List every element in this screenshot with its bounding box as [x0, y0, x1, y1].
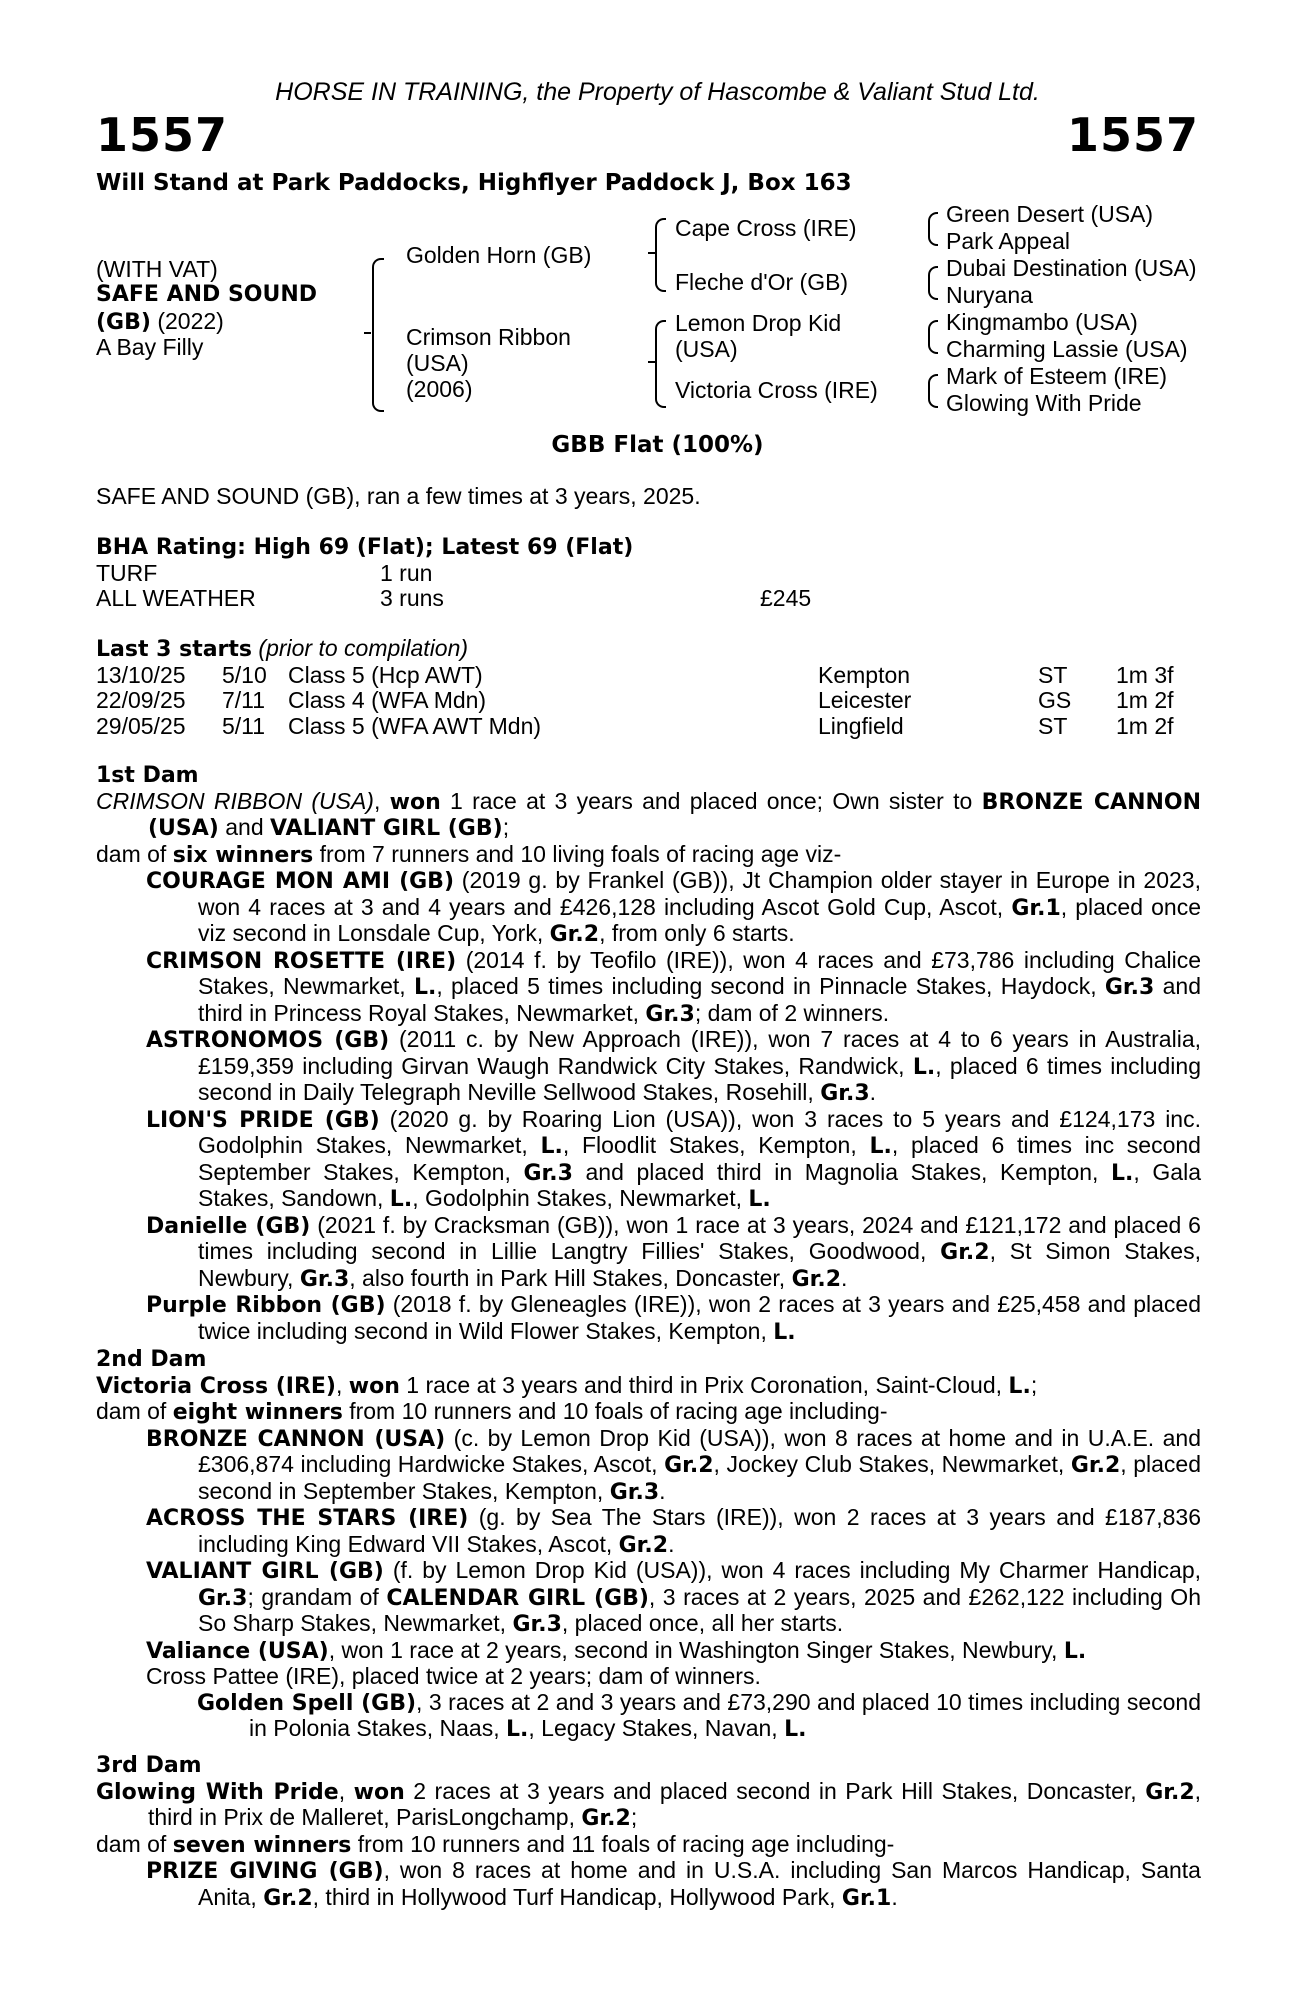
progeny-entry: Danielle (GB) (2021 f. by Cracksman (GB)), won 1 race at 3 years, 2024 and £121,172 and placed 6 times including second in Lillie Langtry Fillies' Stakes, Goodwood, Gr.2, St Simon Stakes, Newbury, Gr.3, also fourth in Park Hill Stakes, Doncaster, Gr.2.	[146, 1211, 1201, 1292]
progeny-entry: ASTRONOMOS (GB) (2011 c. by New Approach (IRE)), won 7 races at 4 to 6 years in Australia, £159,359 including Girvan Waugh Randwick City Stakes, Randwick, L., placed 6 times including second in Daily Telegraph Neville Sellwood Stakes, Rosehill, Gr.3.	[146, 1026, 1202, 1106]
aw-prize: £245	[760, 585, 812, 611]
pedigree-sss: Green Desert (USA)	[946, 201, 1154, 227]
first-dam-section	[96, 762, 1201, 1345]
pedigree-brace-main-tip	[364, 332, 371, 334]
progeny-entry: Purple Ribbon (GB) (2018 f. by Gleneagles (IRE)), won 2 races at 3 years and £25,458 and placed twice including second in Wild Flower Stakes, Kempton, L.	[146, 1291, 1201, 1345]
pedigree-dsd: Charming Lassie (USA)	[946, 336, 1188, 362]
progeny-entry: LION'S PRIDE (GB) (2020 g. by Roaring Lion (USA)), won 3 races to 5 years and £124,173 inc. Godolphin Stakes, Newmarket, L., Floodlit Stakes, Kempton, L., placed 6 times inc second September Stakes, Kempton, Gr.3 and placed third in Magnolia Stakes, Kempton, L., Gala Stakes, Sandown, L., Godolphin Stakes, Newmarket, L.	[146, 1105, 1201, 1212]
pedigree-sire-sire: Cape Cross (IRE)	[675, 215, 857, 241]
third-dam-produce-summary: dam of seven winners from 10 runners and 11 foals of racing age including-	[96, 1830, 895, 1858]
rating-block	[96, 534, 1201, 612]
vat-note: (WITH VAT)	[96, 256, 218, 282]
progeny-entry: ACROSS THE STARS (IRE) (g. by Sea The Stars (IRE)), won 2 races at 3 years and £187,836 including King Edward VII Stakes, Ascot, Gr.2.	[146, 1504, 1201, 1558]
last-starts-note: (prior to compilation)	[258, 635, 469, 661]
third-dam-section	[96, 1752, 1201, 1911]
pedigree-dam-line3: (2006)	[406, 376, 473, 402]
grand-progeny-entry: Golden Spell (GB), 3 races at 2 and 3 years and £73,290 and placed 10 times including second in Polonia Stakes, Naas, L., Legacy Stakes, Navan, L.	[197, 1688, 1201, 1742]
horse-origin-line	[96, 308, 224, 336]
pedigree-brace-sire-tip	[648, 252, 655, 254]
pedigree-brace-sd	[928, 266, 938, 300]
aw-runs: 3 runs	[380, 585, 444, 611]
pedigree-ddd: Glowing With Pride	[946, 390, 1142, 416]
second-dam-produce-summary: dam of eight winners from 10 runners and 10 foals of racing age including-	[96, 1398, 888, 1425]
horse-name-text: SAFE AND SOUND	[96, 282, 318, 307]
first-dam-produce-summary: dam of six winners from 7 runners and 10 living foals of racing age viz-	[96, 840, 842, 868]
pedigree-dam-line1: Crimson Ribbon	[406, 324, 571, 350]
progeny-entry: BRONZE CANNON (USA) (c. by Lemon Drop Kid (USA)), won 8 races at home and in U.A.E. and £306,874 including Hardwicke Stakes, Ascot, Gr.2, Jockey Club Stakes, Newmarket, Gr.2, placed second in September Stakes, Kempton, Gr.3.	[146, 1424, 1202, 1505]
pedigree-sire: Golden Horn (GB)	[406, 242, 592, 268]
lot-number-left: 1557	[96, 108, 229, 162]
start-row: 29/05/25 5/11 Class 5 (WFA AWT Mdn) Lingfield ST 1m 2f	[96, 712, 1174, 739]
progeny-entry: CRIMSON ROSETTE (IRE) (2014 f. by Teofilo (IRE)), won 4 races and £73,786 including Chalice Stakes, Newmarket, L., placed 5 times including second in Pinnacle Stakes, Haydock, Gr.3 and third in Princess Royal Stakes, Newmarket, Gr.3; dam of 2 winners.	[146, 946, 1201, 1027]
pedigree-dam-sire-line1: Lemon Drop Kid	[675, 310, 842, 336]
third-dam-intro: Glowing With Pride, won 2 races at 3 years and placed second in Park Hill Stakes, Doncaster, Gr.2, third in Prix de Malleret, ParisLongchamp, Gr.2;	[96, 1777, 1202, 1831]
first-dam-heading: 1st Dam	[96, 763, 199, 788]
pedigree-brace-ss	[928, 212, 938, 246]
second-dam-intro: Victoria Cross (IRE), won 1 race at 3 years and third in Prix Coronation, Saint-Cloud, L.;	[96, 1371, 1038, 1399]
pedigree-brace-sire	[655, 218, 666, 292]
progeny-entry: PRIZE GIVING (GB), won 8 races at home and in U.S.A. including San Marcos Handicap, Santa Anita, Gr.2, third in Hollywood Turf Handicap, Hollywood Park, Gr.1.	[146, 1857, 1201, 1911]
rating-turf-row	[96, 561, 1201, 587]
progeny-entry: COURAGE MON AMI (GB) (2019 g. by Frankel (GB)), Jt Champion older stayer in Europe in 2023, won 4 races at 3 and 4 years and £426,128 including Ascot Gold Cup, Ascot, Gr.1, placed once viz second in Lonsdale Cup, York, Gr.2, from only 6 starts.	[146, 867, 1201, 947]
progeny-entry: VALIANT GIRL (GB) (f. by Lemon Drop Kid (USA)), won 4 races including My Charmer Handicap, Gr.3; grandam of CALENDAR GIRL (GB), 3 races at 2 years, 2025 and £262,122 including Oh So Sharp Stakes, Newmarket, Gr.3, placed once, all her starts.	[146, 1557, 1201, 1637]
rating-aw-row	[96, 586, 1201, 612]
lot-number-right: 1557	[1066, 108, 1199, 162]
last-starts-block	[96, 636, 1201, 739]
pedigree-dam-sire-line2: (USA)	[675, 336, 738, 362]
racing-summary: SAFE AND SOUND (GB), ran a few times at 3 years, 2025.	[96, 483, 701, 509]
pedigree-sdd: Nuryana	[946, 282, 1033, 308]
second-dam-heading: 2nd Dam	[96, 1347, 207, 1372]
rating-heading: BHA Rating: High 69 (Flat); Latest 69 (Flat)	[96, 535, 634, 560]
second-dam-section	[96, 1346, 1201, 1743]
stand-location: Will Stand at Park Paddocks, Highflyer Paddock J, Box 163	[96, 170, 852, 196]
pedigree-brace-ds	[928, 320, 938, 354]
pedigree-dss: Kingmambo (USA)	[946, 309, 1138, 335]
horse-description: A Bay Filly	[96, 334, 204, 360]
first-dam-intro: CRIMSON RIBBON (USA), won 1 race at 3 years and placed once; Own sister to BRONZE CANNON (USA) and VALIANT GIRL (GB);	[96, 787, 1202, 841]
pedigree-sire-dam: Fleche d'Or (GB)	[675, 269, 849, 295]
last-starts-heading: Last 3 starts (prior to compilation)	[96, 635, 469, 662]
start-row: 22/09/25 7/11 Class 4 (WFA Mdn) Leicester GS 1m 2f	[96, 687, 1174, 713]
horse-origin: (GB)	[96, 310, 151, 335]
horse-year: (2022)	[157, 308, 224, 334]
third-dam-heading: 3rd Dam	[96, 1753, 202, 1778]
progeny-entry: Valiance (USA), won 1 race at 2 years, second in Washington Singer Stakes, Newbury, L.	[146, 1636, 1087, 1664]
gbb-flat-label: GBB Flat (100%)	[551, 432, 764, 458]
pedigree-brace-main	[372, 258, 384, 412]
pedigree-ssd: Park Appeal	[946, 228, 1071, 254]
start-row: 13/10/25 5/10 Class 5 (Hcp AWT) Kempton ST 1m 3f	[96, 661, 1174, 688]
pedigree-brace-dam-tip	[648, 361, 655, 363]
turf-label: TURF	[96, 559, 158, 586]
pedigree-dds: Mark of Esteem (IRE)	[946, 363, 1168, 389]
pedigree-sds: Dubai Destination (USA)	[946, 255, 1197, 281]
turf-runs: 1 run	[380, 559, 433, 586]
aw-label: ALL WEATHER	[96, 585, 256, 611]
horse-name	[96, 282, 317, 307]
pedigree-brace-dd	[928, 374, 938, 408]
progeny-entry: Cross Pattee (IRE), placed twice at 2 years; dam of winners.	[146, 1663, 761, 1689]
pedigree-dam-dam: Victoria Cross (IRE)	[675, 377, 878, 403]
pedigree-brace-dam	[655, 320, 666, 408]
pedigree-dam-line2: (USA)	[406, 350, 469, 376]
page-header-title: HORSE IN TRAINING, the Property of Hascombe & Valiant Stud Ltd.	[275, 78, 1040, 106]
